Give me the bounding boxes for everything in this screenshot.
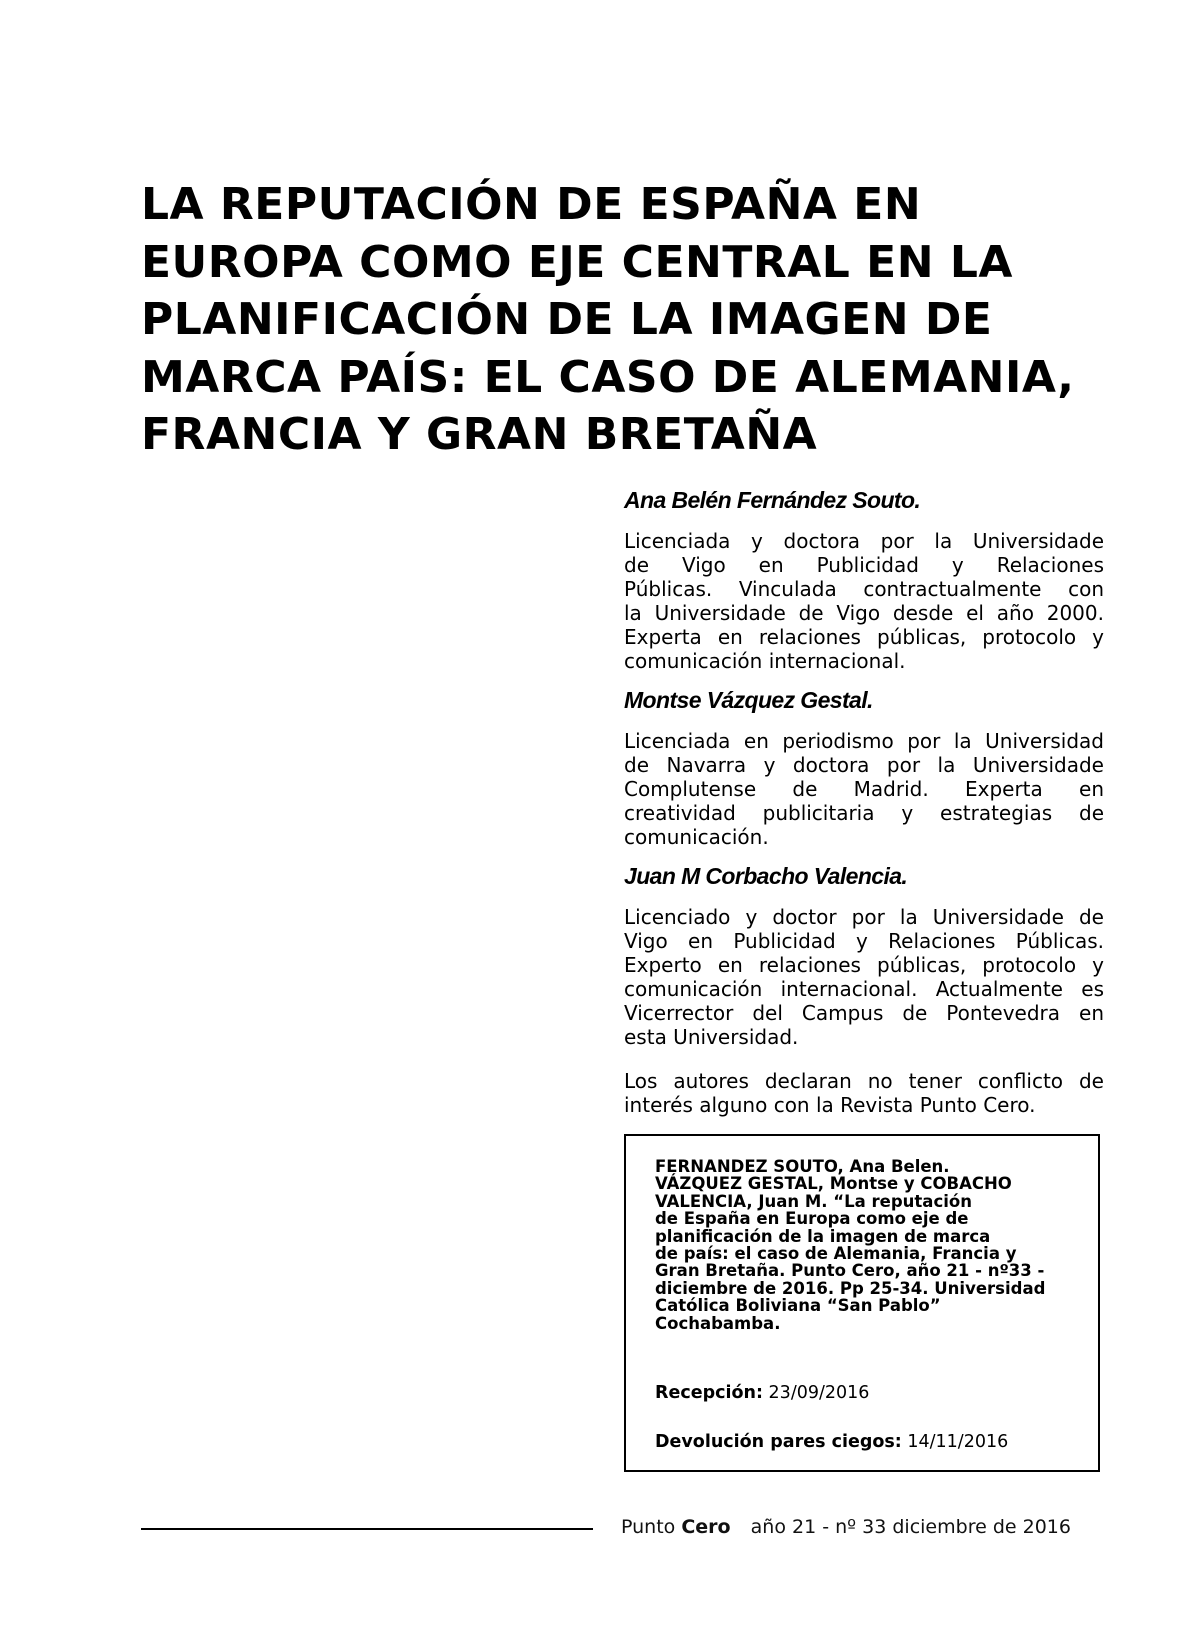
bio-line: de Vigo en Publicidad y Relaciones [624,553,1104,577]
bio-line: Licenciada en periodismo por la Universidad [624,729,1104,753]
devolution-value: 14/11/2016 [907,1432,1009,1452]
footer-divider [141,1528,593,1530]
conflict-line: interés alguno con la Revista Punto Cero. [624,1093,1036,1117]
conflict-statement [624,1069,1104,1117]
citation-line: diciembre de 2016. Pp 25-34. Universidad [655,1278,1046,1298]
footer-punto: Punto [621,1516,676,1538]
citation-line: FERNANDEZ SOUTO, Ana Belen. [655,1157,950,1176]
bio-line: Complutense de Madrid. Experta en [624,777,1104,801]
bio-line: Licenciado y doctor por la Universidade de [624,905,1104,929]
author-name: Juan M Corbacho Valencia. [624,863,908,889]
bio-line: creatividad publicitaria y estrategias de [624,801,1104,825]
title-line: LA REPUTACIÓN DE ESPAÑA EN [141,179,922,230]
bio-line: de Navarra y doctora por la Universidade [624,753,1104,777]
bio-line: Experto en relaciones públicas, protocolo y [624,953,1104,977]
citation-text [655,1158,1085,1332]
citation-line: Cochabamba. [655,1313,781,1333]
bio-line: Públicas. Vinculada contractualmente con [624,577,1104,601]
bio-line: Experta en relaciones públicas, protocolo y [624,625,1104,649]
title-line: EUROPA COMO EJE CENTRAL EN LA [141,236,1013,288]
reception-value: 23/09/2016 [768,1383,870,1403]
authors-section [624,485,1104,1117]
reception-date [655,1383,869,1403]
title-line: FRANCIA Y GRAN BRETAÑA [141,409,818,460]
bio-line: Vicerrector del Campus de Pontevedra en [624,1001,1104,1025]
article-title [141,176,1101,464]
bio-line: Vigo en Publicidad y Relaciones Públicas. [624,929,1104,953]
bio-line: comunicación internacional. [624,649,906,673]
citation-line: VÁZQUEZ GESTAL, Montse y COBACHO [655,1174,1012,1194]
author-bio [624,729,1104,849]
author-bio [624,529,1104,673]
citation-line: de España en Europa como eje de [655,1209,969,1229]
citation-box [624,1134,1100,1472]
citation-line: de país: el caso de Alemania, Francia y [655,1244,1017,1264]
bio-line: la Universidade de Vigo desde el año 2000. [624,601,1104,625]
bio-line: Licenciada y doctora por la Universidade [624,529,1104,553]
citation-line: VALENCIA, Juan M. “La reputación [655,1191,972,1211]
page-footer [621,1516,1071,1538]
author-bio [624,905,1104,1049]
citation-line: Gran Bretaña. Punto Cero, año 21 - nº33 - [655,1261,1045,1281]
footer-cero: Cero [681,1516,731,1538]
reception-label: Recepción: [655,1383,763,1403]
author-name: Montse Vázquez Gestal. [624,687,873,713]
footer-issue: año 21 - nº 33 diciembre de 2016 [750,1516,1071,1538]
devolution-date [655,1432,1008,1452]
bio-line: esta Universidad. [624,1025,799,1049]
devolution-label: Devolución pares ciegos: [655,1432,902,1452]
bio-line: comunicación internacional. Actualmente es [624,977,1104,1001]
title-line: PLANIFICACIÓN DE LA IMAGEN DE [141,294,993,345]
title-line: MARCA PAÍS: EL CASO DE ALEMANIA, [141,351,1075,403]
conflict-line: Los autores declaran no tener conflicto de [624,1069,1104,1093]
citation-line: Católica Boliviana “San Pablo” [655,1296,941,1316]
citation-line: planificación de la imagen de marca [655,1226,991,1246]
bio-line: comunicación. [624,825,769,849]
author-name: Ana Belén Fernández Souto. [624,487,921,513]
